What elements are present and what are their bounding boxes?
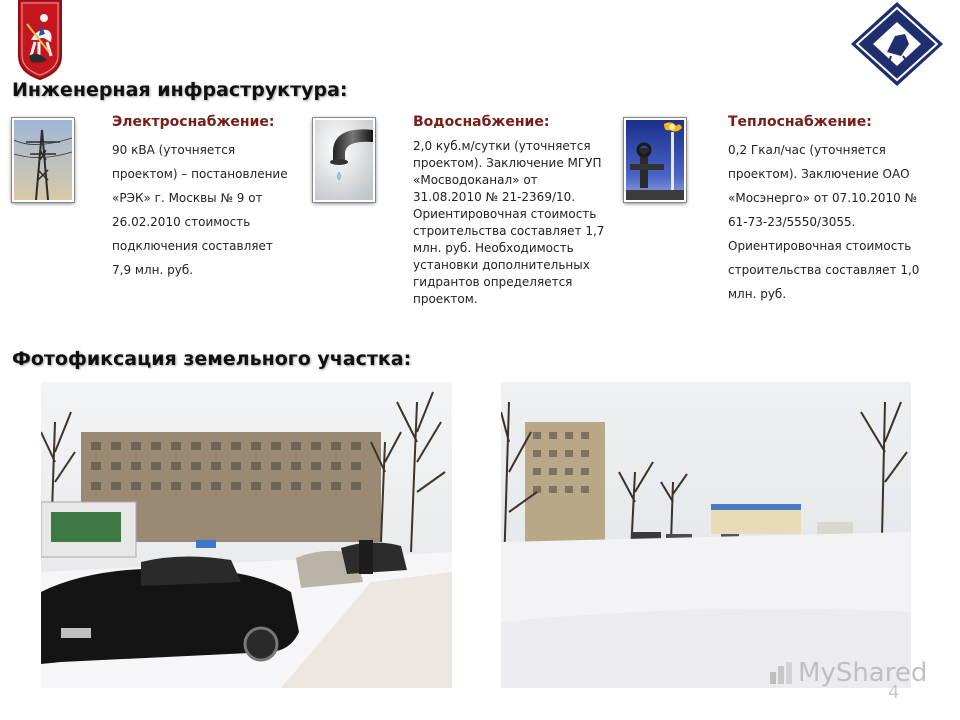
organization-rhombus-logo-icon — [849, 0, 945, 88]
text-line: 61-73-23/5550/3055. — [728, 215, 856, 229]
text-line: 26.02.2010 стоимость — [112, 215, 251, 229]
text-line: установки дополнительных — [413, 258, 590, 272]
snowy-yard-photo — [501, 382, 911, 688]
page-number: 4 — [888, 682, 900, 703]
text-line: Ориентировочная стоимость — [413, 207, 597, 221]
water-supply-description — [413, 138, 623, 308]
text-line: млн. руб. Необходимость — [413, 241, 574, 255]
infrastructure-title: Инженерная инфраструктура: — [12, 79, 348, 101]
snowy-parking-lot-photo — [41, 382, 452, 688]
water-supply-title: Водоснабжение: — [413, 114, 550, 130]
text-line: 2,0 куб.м/сутки (уточняется — [413, 139, 591, 153]
text-line: 90 кВА (уточняется — [112, 143, 236, 157]
text-line: «Мосэнерго» от 07.10.2010 № — [728, 191, 918, 205]
gas-flare-pipeline-icon — [624, 118, 686, 202]
text-line: 0,2 Гкал/час (уточняется — [728, 143, 886, 157]
text-line: 31.08.2010 № 21-2369/10. — [413, 190, 576, 204]
electricity-title: Электроснабжение: — [112, 114, 275, 130]
electricity-description — [112, 138, 312, 282]
text-line: строительства составляет 1,7 — [413, 224, 605, 238]
text-line: «РЭК» г. Москвы № 9 от — [112, 191, 263, 205]
power-line-tower-icon — [12, 118, 74, 202]
text-line: проектом). Заключение ОАО — [728, 167, 910, 181]
heat-supply-title: Теплоснабжение: — [728, 114, 872, 130]
text-line: проектом) – постановление — [112, 167, 288, 181]
watermark-text: MyShared — [798, 658, 928, 688]
water-tap-icon — [313, 118, 375, 202]
photos-title: Фотофиксация земельного участка: — [12, 348, 412, 370]
text-line: Ориентировочная стоимость — [728, 239, 912, 253]
text-line: проектом). Заключение МГУП — [413, 156, 602, 170]
text-line: подключения составляет — [112, 239, 273, 253]
moscow-coat-of-arms-icon — [17, 0, 63, 80]
text-line: «Мосводоканал» от — [413, 173, 538, 187]
watermark-logo-icon — [768, 660, 794, 686]
text-line: гидрантов определяется — [413, 275, 573, 289]
text-line: 7,9 млн. руб. — [112, 263, 194, 277]
watermark — [768, 658, 928, 698]
text-line: млн. руб. — [728, 287, 787, 301]
heat-supply-description — [728, 138, 943, 306]
text-line: проектом. — [413, 292, 478, 306]
text-line: строительства составляет 1,0 — [728, 263, 920, 277]
